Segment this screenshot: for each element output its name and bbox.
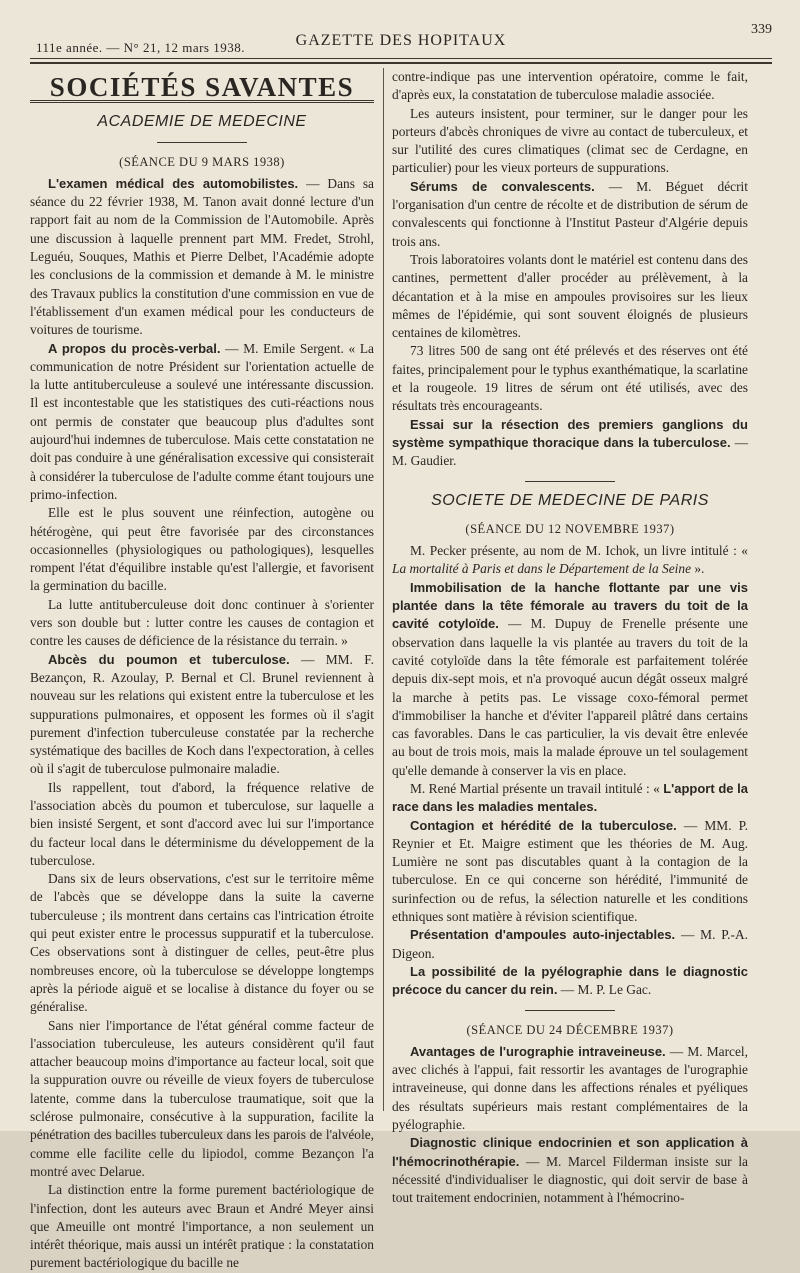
paragraph: 73 litres 500 de sang ont été prélevés et des réserves ont été faites, principalement pour le typhus exanthématique, la scarlatine et la rougeole. 19 litres de sérum ont été utilisés, avec des résultats très encourageants. — [392, 343, 748, 414]
paragraph: Trois laboratoires volants dont le matériel est contenu dans des cantines, permettent d'aller procéder au prélèvement, à la décantation et à la mise en ampoules provisoires sur les lieux mêmes de l'épidémie, qui sont souvent éloignés de plusieurs centaines de kilomètres. — [392, 251, 748, 341]
article-text: — M. Dupuy de Frenelle présente une observation dans laquelle la vis plantée au travers du toit de la cavité cotyloïde dans la tête fémorale est parfaitement tolérée depuis dix-sept mois, et n'a provoqué aucun dégât osseux malgré la marche à petits pas. Le vissage coxo-fémoral permet d'immobiliser la hanche et d'éviter l'appareil plâtré dans certains cas favorables. Dans le cas particulier, la vis devait être enlevée au bout de trois mois, mais la malade éprouve un tel soulagement qu'elle demande à conserver la vis en place. — [392, 616, 748, 778]
paragraph — [392, 579, 748, 780]
paragraph — [392, 178, 748, 251]
paragraph: Dans six de leurs observations, c'est sur le territoire même de l'abcès que se développe dans la suite la caverne tuberculeuse ; ils montrent dans certains cas l'intrication étroite qui peut exister entre le processus suppuratif et la tuberculose. Ces observations sont à distinguer de celles, peut-être plus nombreuses encore, où la tuberculose se développe longtemps après la période aiguë et se localise à distance du foyer ou se généralise. — [30, 871, 374, 1015]
article-heading: Diagnostic clinique endocrinien et son application à l'hémocrinothérapie. — [392, 1135, 748, 1169]
paragraph — [392, 817, 748, 927]
right-column — [392, 68, 748, 1206]
left-column — [30, 68, 374, 1271]
article-text: — M. Marcel Filderman insiste sur la nécessité d'individualiser le diagnostic, qui doit servir de base à tout traitement endocrinien, notamment à l'hémocrino- — [392, 1153, 748, 1206]
article-heading: Essai sur la résection des premiers ganglions du système sympathique thoracique dans la tuberculose. — [392, 416, 748, 450]
article-text: — M. Emile Sergent. « La communication de notre Président sur l'orientation actuelle de la lutte antituberculeuse a soulevé une intéressante discussion. Il est incontestable que les statistiques des cuti-réactions nous ont permis de constater que beaucoup plus d'adultes sont aujourd'hui indemnes de tuberculose. Mais cette constatation ne doit pas conduire à une généralisation excessive qui consisterait à considérer la tuberculose de l'adulte comme étant toujours une primo-infection. — [30, 340, 374, 502]
article-text: — M. P.-A. Digeon. — [392, 927, 748, 961]
article-text: M. René Martial présente un travail intitulé : « — [410, 780, 664, 796]
article-text: — M. Béguet décrit l'organisation d'un centre de récolte et de distribution de sérum de convalescents qui fonctionne à l'Institut Pasteur d'Algérie depuis trois ans. — [392, 178, 748, 249]
society-title: SOCIETE DE MEDECINE DE PARIS — [431, 491, 709, 509]
article-heading: Abcès du poumon et tuberculose. — [48, 651, 290, 667]
short-rule — [525, 1010, 615, 1011]
seance-date: (SÉANCE DU 9 MARS 1938) — [119, 154, 285, 169]
article-heading: Sérums de convalescents. — [410, 178, 595, 194]
paragraph — [30, 651, 374, 779]
paragraph — [392, 416, 748, 471]
article-heading: A propos du procès-verbal. — [48, 340, 221, 356]
article-heading: L'examen médical des automobilistes. — [48, 175, 299, 191]
section-title: SOCIÉTÉS SAVANTES — [49, 72, 355, 102]
paragraph — [392, 780, 748, 817]
paragraph — [30, 175, 374, 340]
paragraph: Sans nier l'importance de l'état général comme facteur de l'association tuberculeuse, les auteurs considèrent qu'il faut attacher beaucoup moins d'importance au facteur local, soit que la suppuration ouvre ou réveille de vieux foyers de tuberculose latente, comme dans la tuberculose traumatique, soit que la sclérose pulmonaire, consécutive à la suppuration, facilite la pénétration des bacilles tuberculeux dans les parois de l'alvéole, comme elle facilite celle du lipiodol, comme Bezançon l'a montré avec Delarue. — [30, 1017, 374, 1179]
article-text: — M. Gaudier. — [392, 434, 748, 469]
column-divider — [383, 68, 384, 1111]
issue-info: 111e année. — N° 21, 12 mars 1938. — [36, 40, 245, 55]
short-rule — [157, 142, 247, 143]
article-heading: Avantages de l'urographie intraveineuse. — [410, 1043, 666, 1059]
journal-title: GAZETTE DES HOPITAUX — [295, 32, 507, 49]
paragraph: La lutte antituberculeuse doit donc continuer à s'orienter vers son double but : lutter contre les causes de contagion et contre les causes de déficience de la résistance du terrain. » — [30, 596, 374, 649]
article-text: — M. P. Le Gac. — [557, 982, 652, 998]
academy-title: ACADEMIE DE MEDECINE — [97, 113, 307, 131]
paragraph — [392, 926, 748, 963]
paragraph: contre-indique pas une intervention opératoire, comme le fait, d'après eux, la constatation de tuberculose maladie associée. — [392, 69, 748, 103]
paragraph — [392, 1043, 748, 1134]
paragraph — [392, 1134, 748, 1207]
seance-date: (SÉANCE DU 12 NOVEMBRE 1937) — [465, 521, 675, 536]
paragraph: La distinction entre la forme purement bactériologique de l'infection, dont les auteurs avec Braun et André Meyer ainsi que Ameuille ont montré l'importance, a non seulement un intérêt théorique, mais aussi un intérêt pratique : la constatation purement bactériologique du bacille ne — [30, 1182, 374, 1271]
paragraph — [392, 963, 748, 1000]
paragraph: Les auteurs insistent, pour terminer, sur le danger pour les porteurs d'abcès chroniques de vivre au contact de tuberculeux, et sur l'utilité des cures climatiques (climat sec de Cerdagne, en particulier) pour les vieux porteurs de suppurations. — [392, 105, 748, 176]
article-text: ». — [691, 561, 705, 577]
article-heading: Immobilisation de la hanche flottante par une vis plantée dans la tête fémorale au travers du toit de la cavité cotyloïde. — [392, 579, 748, 632]
seance-date: (SÉANCE DU 24 DÉCEMBRE 1937) — [466, 1022, 674, 1037]
article-text: M. Pecker présente, au nom de M. Ichok, un livre intitulé : « — [410, 543, 748, 559]
paragraph: Elle est le plus souvent une réinfection, autogène ou hétérogène, qui peut être favorisée par des circonstances occasionnelles (physiologiques ou pathologiques), lesquelles rompent l'état d'équilibre instable qu'est l'allergie, et favorisent la germination du bacille. — [30, 505, 374, 594]
paragraph: Ils rappellent, tout d'abord, la fréquence relative de l'association abcès du poumon et tuberculose, sur laquelle a bien insisté Sergent, et sont d'accord avec lui sur l'importance du facteur local dans le déterminisme du développement de la tuberculose. — [30, 779, 374, 868]
article-heading: L'apport de la race dans les maladies mentales. — [392, 780, 748, 815]
article-text: — Dans sa séance du 22 février 1938, M. Tanon avait donné lecture d'un rapport fait au nom de la Commission de l'Automobile. Après une discussion à laquelle prennent part MM. Fredet, Strohl, Leguéu, Souques, Mathis et Pierre Delbet, l'Académie adopte les conclusions de la commission et demande à M. le ministre des Travaux publics la constitution d'une commission en vue de l'établissement d'un examen médical pour les conducteurs de voitures de tourisme. — [30, 175, 374, 338]
paragraph — [30, 340, 374, 505]
book-title: La mortalité à Paris et dans le Département de la Seine — [392, 561, 692, 577]
article-text: — M. Marcel, avec clichés à l'appui, fait ressortir les avantages de l'urographie intraveineuse, qui donne dans les affections rénales et pyéliques des résultats supérieurs mais restant complémentaires de la pyélographie. — [392, 1043, 748, 1133]
article-heading: La possibilité de la pyélographie dans le diagnostic précoce du cancer du rein. — [392, 963, 748, 998]
article-text: — MM. P. Reynier et Et. Maigre estiment que les théories de M. Aug. Lumière ne sont pas discutables quant à la contagion de la tuberculose. En ce qui concerne son hérédité, l'immunité de surinfection ou de refus, la sélection naturelle et les conditions ethniques sont matière à révision scientifique. — [392, 817, 748, 925]
article-heading: Contagion et hérédité de la tuberculose. — [410, 817, 677, 833]
page-header — [30, 18, 772, 64]
article-text: — MM. F. Bezançon, R. Azoulay, P. Bernal et Cl. Brunel reviennent à nouveau sur les relations qui existent entre la tuberculose et les suppurations pulmonaires, et opposent les formes où il s'agit purement d'infection tuberculeuse constatée par la recherche systématique des bacilles de Koch dans l'expectoration, à celles où il s'agit de tuberculose pulmonaire maladie. — [30, 651, 374, 777]
short-rule — [525, 481, 615, 482]
page-number: 339 — [751, 22, 772, 37]
article-heading: Présentation d'ampoules auto-injectables. — [410, 927, 676, 943]
paragraph — [392, 542, 748, 579]
